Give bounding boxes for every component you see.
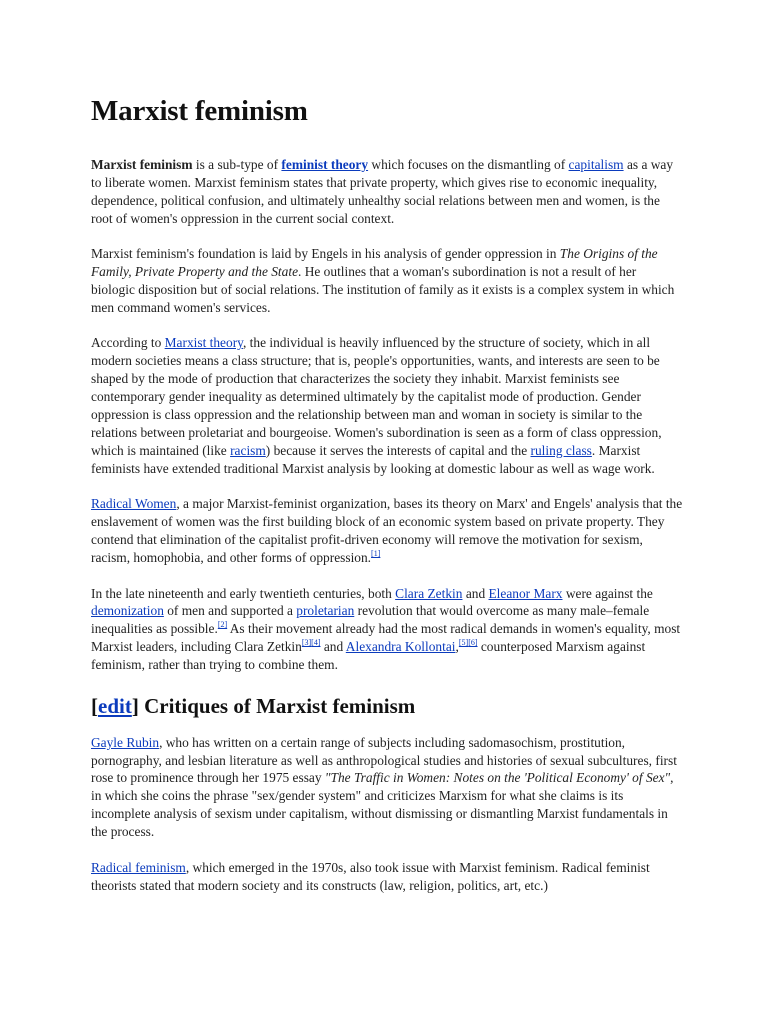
article-term: Marxist feminism: [91, 157, 193, 172]
link-gayle-rubin[interactable]: Gayle Rubin: [91, 734, 160, 750]
link-eleanor-marx[interactable]: Eleanor Marx: [488, 585, 563, 601]
paragraph-text: ) because it serves the interests of capital and the: [265, 442, 531, 458]
paragraph-intro: [91, 156, 683, 228]
link-racism[interactable]: racism: [230, 442, 266, 458]
paragraph-text: , the individual is heavily influenced by the structure of society, which in all modern societies means a class structure; that is, people's opportunities, wants, and interests are seen to be shaped by the mode of production that characterizes the society they inhabit. Marxist feminists see contemporary gender inequality as determined ultimately by the capitalist mode of production. Gender oppression is class oppression and the relationship between man and woman in society is similar to the relations between proletariat and bourgeoise. Women's subordination is seen as a form of class oppression, which is maintained (like: [91, 335, 662, 458]
paragraph-text: As their movement already had the most radical demands in women's equality, most Marxist leaders, including Clara Zetkin: [91, 621, 681, 655]
link-ruling-class[interactable]: ruling class: [530, 442, 592, 458]
link-radical-feminism[interactable]: Radical feminism: [91, 859, 186, 875]
paragraph-text: , a major Marxist-feminist organization, bases its theory on Marx' and Engels' analysis that the enslavement of women was the first building block of an economic system based on private property. They contend that elimination of the capitalist profit-driven economy will remove the motivation for sexism, racism, homophobia, and other forms of oppression.: [91, 496, 683, 565]
reference-2[interactable]: [2]: [217, 620, 228, 630]
paragraph-text: ,: [455, 639, 459, 655]
paragraph-zetkin: [91, 585, 683, 675]
paragraph-text: revolution that would overcome as many male–female inequalities as possible.: [91, 603, 650, 637]
paragraph-text: is a sub-type of: [192, 157, 282, 172]
link-alexandra-kollontai[interactable]: Alexandra Kollontai: [345, 639, 456, 655]
paragraph-text: . He outlines that a woman's subordination is not a result of her biologic disposition but of social relations. The institution of family as it exists is a complex system in which men command women's services.: [91, 264, 675, 315]
essay-title: "The Traffic in Women: Notes on the 'Political Economy' of Sex": [324, 770, 671, 786]
link-radical-women[interactable]: Radical Women: [91, 496, 177, 512]
paragraph-text: of men and supported a: [163, 603, 297, 619]
paragraph-text: as a way to liberate women. Marxist feminism states that private property, which gives rise to economic inequality, dependence, political confusion, and ultimately unhealthy social relations between men and women, is the root of women's oppression in the current social context.: [91, 157, 674, 226]
reference-6[interactable]: [6]: [468, 638, 478, 648]
page-title: Marxist feminism: [91, 95, 308, 127]
paragraph-text: and: [462, 585, 489, 601]
paragraph-text: Marxist feminism's foundation is laid by Engels in his analysis of gender oppression in: [91, 246, 560, 262]
reference-5[interactable]: [5]: [458, 638, 469, 648]
reference-1[interactable]: [1]: [371, 549, 381, 558]
paragraph-text: According to: [91, 335, 165, 351]
book-title: The Origins of the Family, Private Property and the State: [91, 246, 658, 280]
edit-section-link[interactable]: edit: [98, 693, 132, 718]
paragraph-text: which focuses on the dismantling of: [368, 157, 569, 172]
link-feminist-theory[interactable]: feminist theory: [281, 157, 369, 172]
section-heading-critiques: [91, 692, 683, 720]
paragraph-text: , which emerged in the 1970s, also took issue with Marxist feminism. Radical feminist theorists stated that modern society and its constructs (law, religion, politics, art, etc.): [91, 859, 650, 893]
paragraph-text: were against the: [562, 585, 653, 601]
paragraph-radical-women: [91, 495, 683, 567]
paragraph-marxist-theory: [91, 334, 683, 477]
link-clara-zetkin[interactable]: Clara Zetkin: [395, 585, 463, 601]
reference-3[interactable]: [3]: [301, 638, 312, 648]
paragraph-text: In the late nineteenth and early twentieth centuries, both: [91, 585, 396, 601]
link-proletarian[interactable]: proletarian: [296, 603, 355, 619]
bracket-close: ]: [131, 693, 139, 718]
paragraph-text: and: [320, 639, 346, 655]
article-body: [91, 92, 683, 912]
reference-4[interactable]: [4]: [311, 638, 321, 648]
paragraph-text: counterposed Marxism against feminism, rather than trying to combine them.: [91, 639, 646, 673]
paragraph-engels: [91, 245, 683, 317]
section-title: Critiques of Marxist feminism: [138, 693, 416, 718]
paragraph-text: . Marxist feminists have extended traditional Marxist analysis by looking at domestic labour as well as wage work.: [91, 442, 655, 476]
paragraph-radical-feminism: [91, 859, 683, 895]
link-marxist-theory[interactable]: Marxist theory: [164, 335, 243, 351]
paragraph-gayle-rubin: [91, 734, 683, 841]
paragraph-text: , in which she coins the phrase "sex/gender system" and criticizes Marxism for what she claims is its incomplete analysis of sexism under capitalism, without dismissing or dismantling Marxist fundamentals in the process.: [91, 770, 674, 840]
bracket-open: [: [91, 693, 98, 718]
link-demonization[interactable]: demonization: [91, 603, 164, 619]
paragraph-text: , who has written on a certain range of subjects including sadomasochism, prostitution, pornography, and lesbian literature as well as anthropological studies and histories of sexual subcultures, first rose to prominence through her 1975 essay: [91, 734, 677, 786]
link-capitalism[interactable]: capitalism: [568, 157, 624, 172]
